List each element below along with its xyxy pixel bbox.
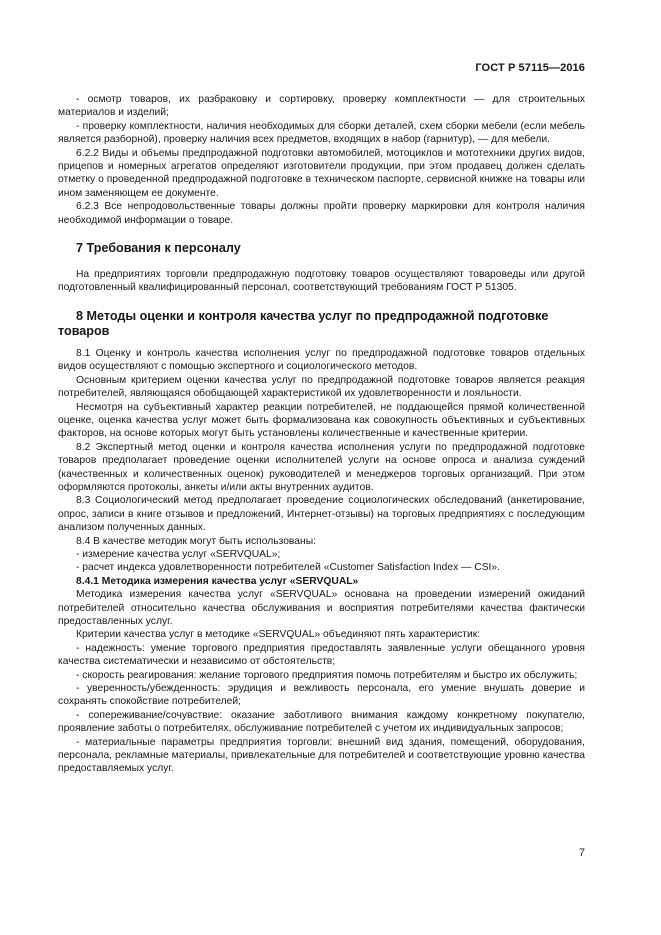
paragraph: - проверку комплектности, наличия необходимых для сборки деталей, схем сборки мебели (если мебель является разборной), проверку наличия всех предметов, входящих в набор (гарнитур), — для мебели. <box>58 120 585 146</box>
paragraph: 8.3 Социологический метод предполагает проведение социологических обследований (анкетирование, опрос, записи в книге отзывов и предложений, Интернет-отзывы) на торговых предприятиях с последующим анализом полученных данных. <box>58 495 585 534</box>
list-item: - надежность: умение торгового предприятия предоставлять заявленные услуги обещанного уровня качества систематически и независимо от обстоятельств; <box>58 642 585 668</box>
standard-number: ГОСТ Р 57115—2016 <box>475 62 585 74</box>
paragraph: Несмотря на субъективный характер реакции потребителей, не поддающейся прямой количественной оценке, оценка качества услуг может быть формализована как совокупность объективных и субъективных факторов, на основе которых могут быть установлены количественные и качественные критерии. <box>58 401 585 440</box>
list-item: - материальные параметры предприятия торговли: внешний вид здания, помещений, оборудования, персонала, рекламные материалы, привлекательные для потребителей и соответствующие уровню качества предоставляемых услуг. <box>58 736 585 775</box>
paragraph: - осмотр товаров, их разбраковку и сортировку, проверку комплектности — для строительных материалов и изделий; <box>58 94 585 119</box>
list-item: - скорость реагирования: желание торгового предприятия помочь потребителям и быстро их обслужить; <box>76 669 578 681</box>
section-7-heading: 7 Требования к персоналу <box>76 241 241 256</box>
subsection-8-4-1-heading: 8.4.1 Методика измерения качества услуг «SERVQUAL» <box>76 575 359 587</box>
paragraph: 8.1 Оценку и контроль качества исполнения услуг по предпродажной подготовке товаров отдельных видов осуществляют с помощью экспертного и социологического методов. <box>58 347 585 373</box>
paragraph: На предприятиях торговли предпродажную подготовку товаров осуществляют товароведы или другой подготовленный квалифицированный персонал, соответствующий требованиям ГОСТ Р 51305. <box>58 269 585 294</box>
list-item: - сопереживание/сочувствие: оказание заботливого внимания каждому конкретному покупателю, проявление заботы о потребителях, обслуживание потребителей с учетом их индивидуальных запросов; <box>58 709 585 735</box>
paragraph: 8.2 Экспертный метод оценки и контроля качества исполнения услуги по предпродажной подготовке товаров предполагает проведение оценки исполнителей услуги на основе опроса и анализа суждений (качественных и количественных оценок) руководителей и менеджеров торговых организаций. При этом оформляются протоколы, анкеты и/или акты внутренних аудитов. <box>58 441 585 493</box>
paragraph: 8.4 В качестве методик могут быть использованы: <box>76 535 316 547</box>
page-content <box>58 93 585 776</box>
page-number: 7 <box>578 847 585 859</box>
paragraph: 6.2.3 Все непродовольственные товары должны пройти проверку маркировки для контроля наличия необходимой информации о товаре. <box>58 201 585 226</box>
list-item: - уверенность/убежденность: эрудиция и вежливость персонала, его умение внушать доверие и сохранять спокойствие потребителей; <box>58 683 585 708</box>
list-item: - расчет индекса удовлетворенности потребителей «Customer Satisfaction Index — CSI». <box>76 562 501 574</box>
paragraph: Методика измерения качества услуг «SERVQUAL» основана на проведении измерений ожиданий потребителей относительно качества обслуживания и восприятия потребителями качества фактически предоставленных услуг. <box>58 589 585 627</box>
paragraph: Критерии качества услуг в методике «SERVQUAL» объединяют пять характеристик: <box>76 629 481 641</box>
section-8-heading: 8 Методы оценки и контроля качества услуг по предпродажной подготовке товаров <box>58 308 549 338</box>
paragraph: 6.2.2 Виды и объемы предпродажной подготовки автомобилей, мотоциклов и мототехники других видов, прицепов и номерных агрегатов определяют изготовители продукции, при этом продавец должен сделать отметку о проведенной предпродажной подготовке в техническом паспорте, сервисной книжке на товары или ином заменяющем ее документе. <box>58 147 585 199</box>
paragraph: Основным критерием оценки качества услуг по предпродажной подготовке товаров является реакция потребителей, являющаяся обобщающей характеристикой их удовлетворенности и лояльности. <box>58 374 585 400</box>
list-item: - измерение качества услуг «SERVQUAL»; <box>76 548 281 560</box>
